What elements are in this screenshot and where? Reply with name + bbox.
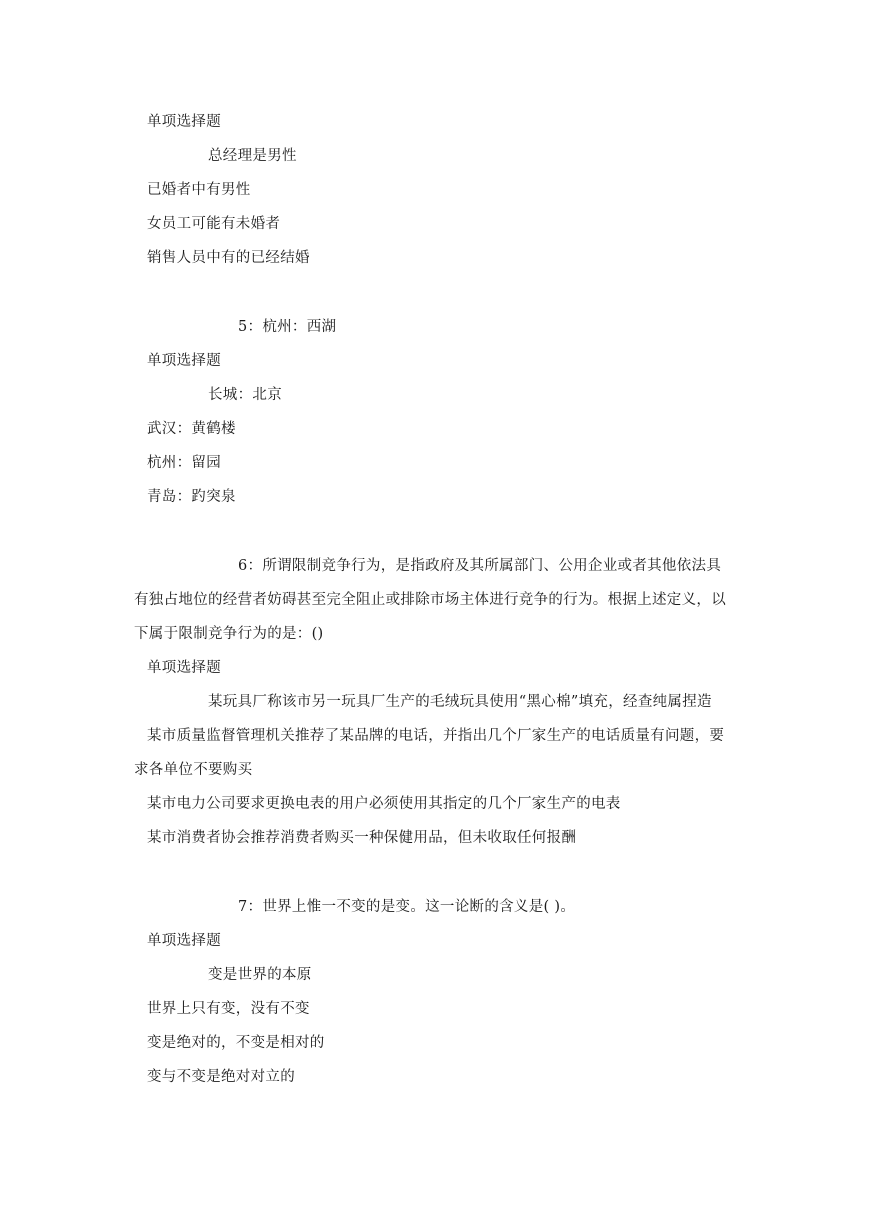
option-b[interactable]: 世界上只有变，没有不变 xyxy=(147,1001,310,1017)
option-c[interactable]: 杭州：留园 xyxy=(147,455,221,471)
option-c[interactable]: 变是绝对的，不变是相对的 xyxy=(147,1035,325,1051)
question-type-label: 单项选择题 xyxy=(147,353,221,369)
option-b-line1[interactable]: 某市质量监督管理机关推荐了某品牌的电话，并指出几个厂家生产的电话质量有问题，要 xyxy=(147,728,725,744)
option-b-line2[interactable]: 求各单位不要购买 xyxy=(134,762,253,778)
question-type-label: 单项选择题 xyxy=(147,114,221,130)
option-d[interactable]: 销售人员中有的已经结婚 xyxy=(147,250,310,266)
option-d[interactable]: 某市消费者协会推荐消费者购买一种保健用品，但未收取任何报酬 xyxy=(147,830,577,846)
option-a[interactable]: 变是世界的本原 xyxy=(208,967,312,983)
option-b[interactable]: 武汉：黄鹤楼 xyxy=(147,421,236,437)
option-a[interactable]: 总经理是男性 xyxy=(208,148,297,164)
option-d[interactable]: 青岛：趵突泉 xyxy=(147,489,236,505)
option-c[interactable]: 女员工可能有未婚者 xyxy=(147,216,281,232)
question-type-label: 单项选择题 xyxy=(147,933,221,949)
option-d[interactable]: 变与不变是绝对对立的 xyxy=(147,1069,295,1085)
question-6-text-line2: 有独占地位的经营者妨碍甚至完全阻止或排除市场主体进行竞争的行为。根据上述定义，以 xyxy=(134,592,726,608)
question-7-text: 7：世界上惟一不变的是变。这一论断的含义是( )。 xyxy=(238,899,576,915)
option-c[interactable]: 某市电力公司要求更换电表的用户必须使用其指定的几个厂家生产的电表 xyxy=(147,796,621,812)
option-a[interactable]: 某玩具厂称该市另一玩具厂生产的毛绒玩具使用“黑心棉”填充，经查纯属捏造 xyxy=(208,694,712,710)
question-5-text: 5：杭州：西湖 xyxy=(238,319,337,335)
question-6-text-line1: 6：所谓限制竞争行为，是指政府及其所属部门、公用企业或者其他依法具 xyxy=(238,558,722,574)
question-type-label: 单项选择题 xyxy=(147,660,221,676)
question-6-text-line3: 下属于限制竞争行为的是：() xyxy=(134,626,324,642)
option-b[interactable]: 已婚者中有男性 xyxy=(147,182,251,198)
option-a[interactable]: 长城：北京 xyxy=(208,387,282,403)
